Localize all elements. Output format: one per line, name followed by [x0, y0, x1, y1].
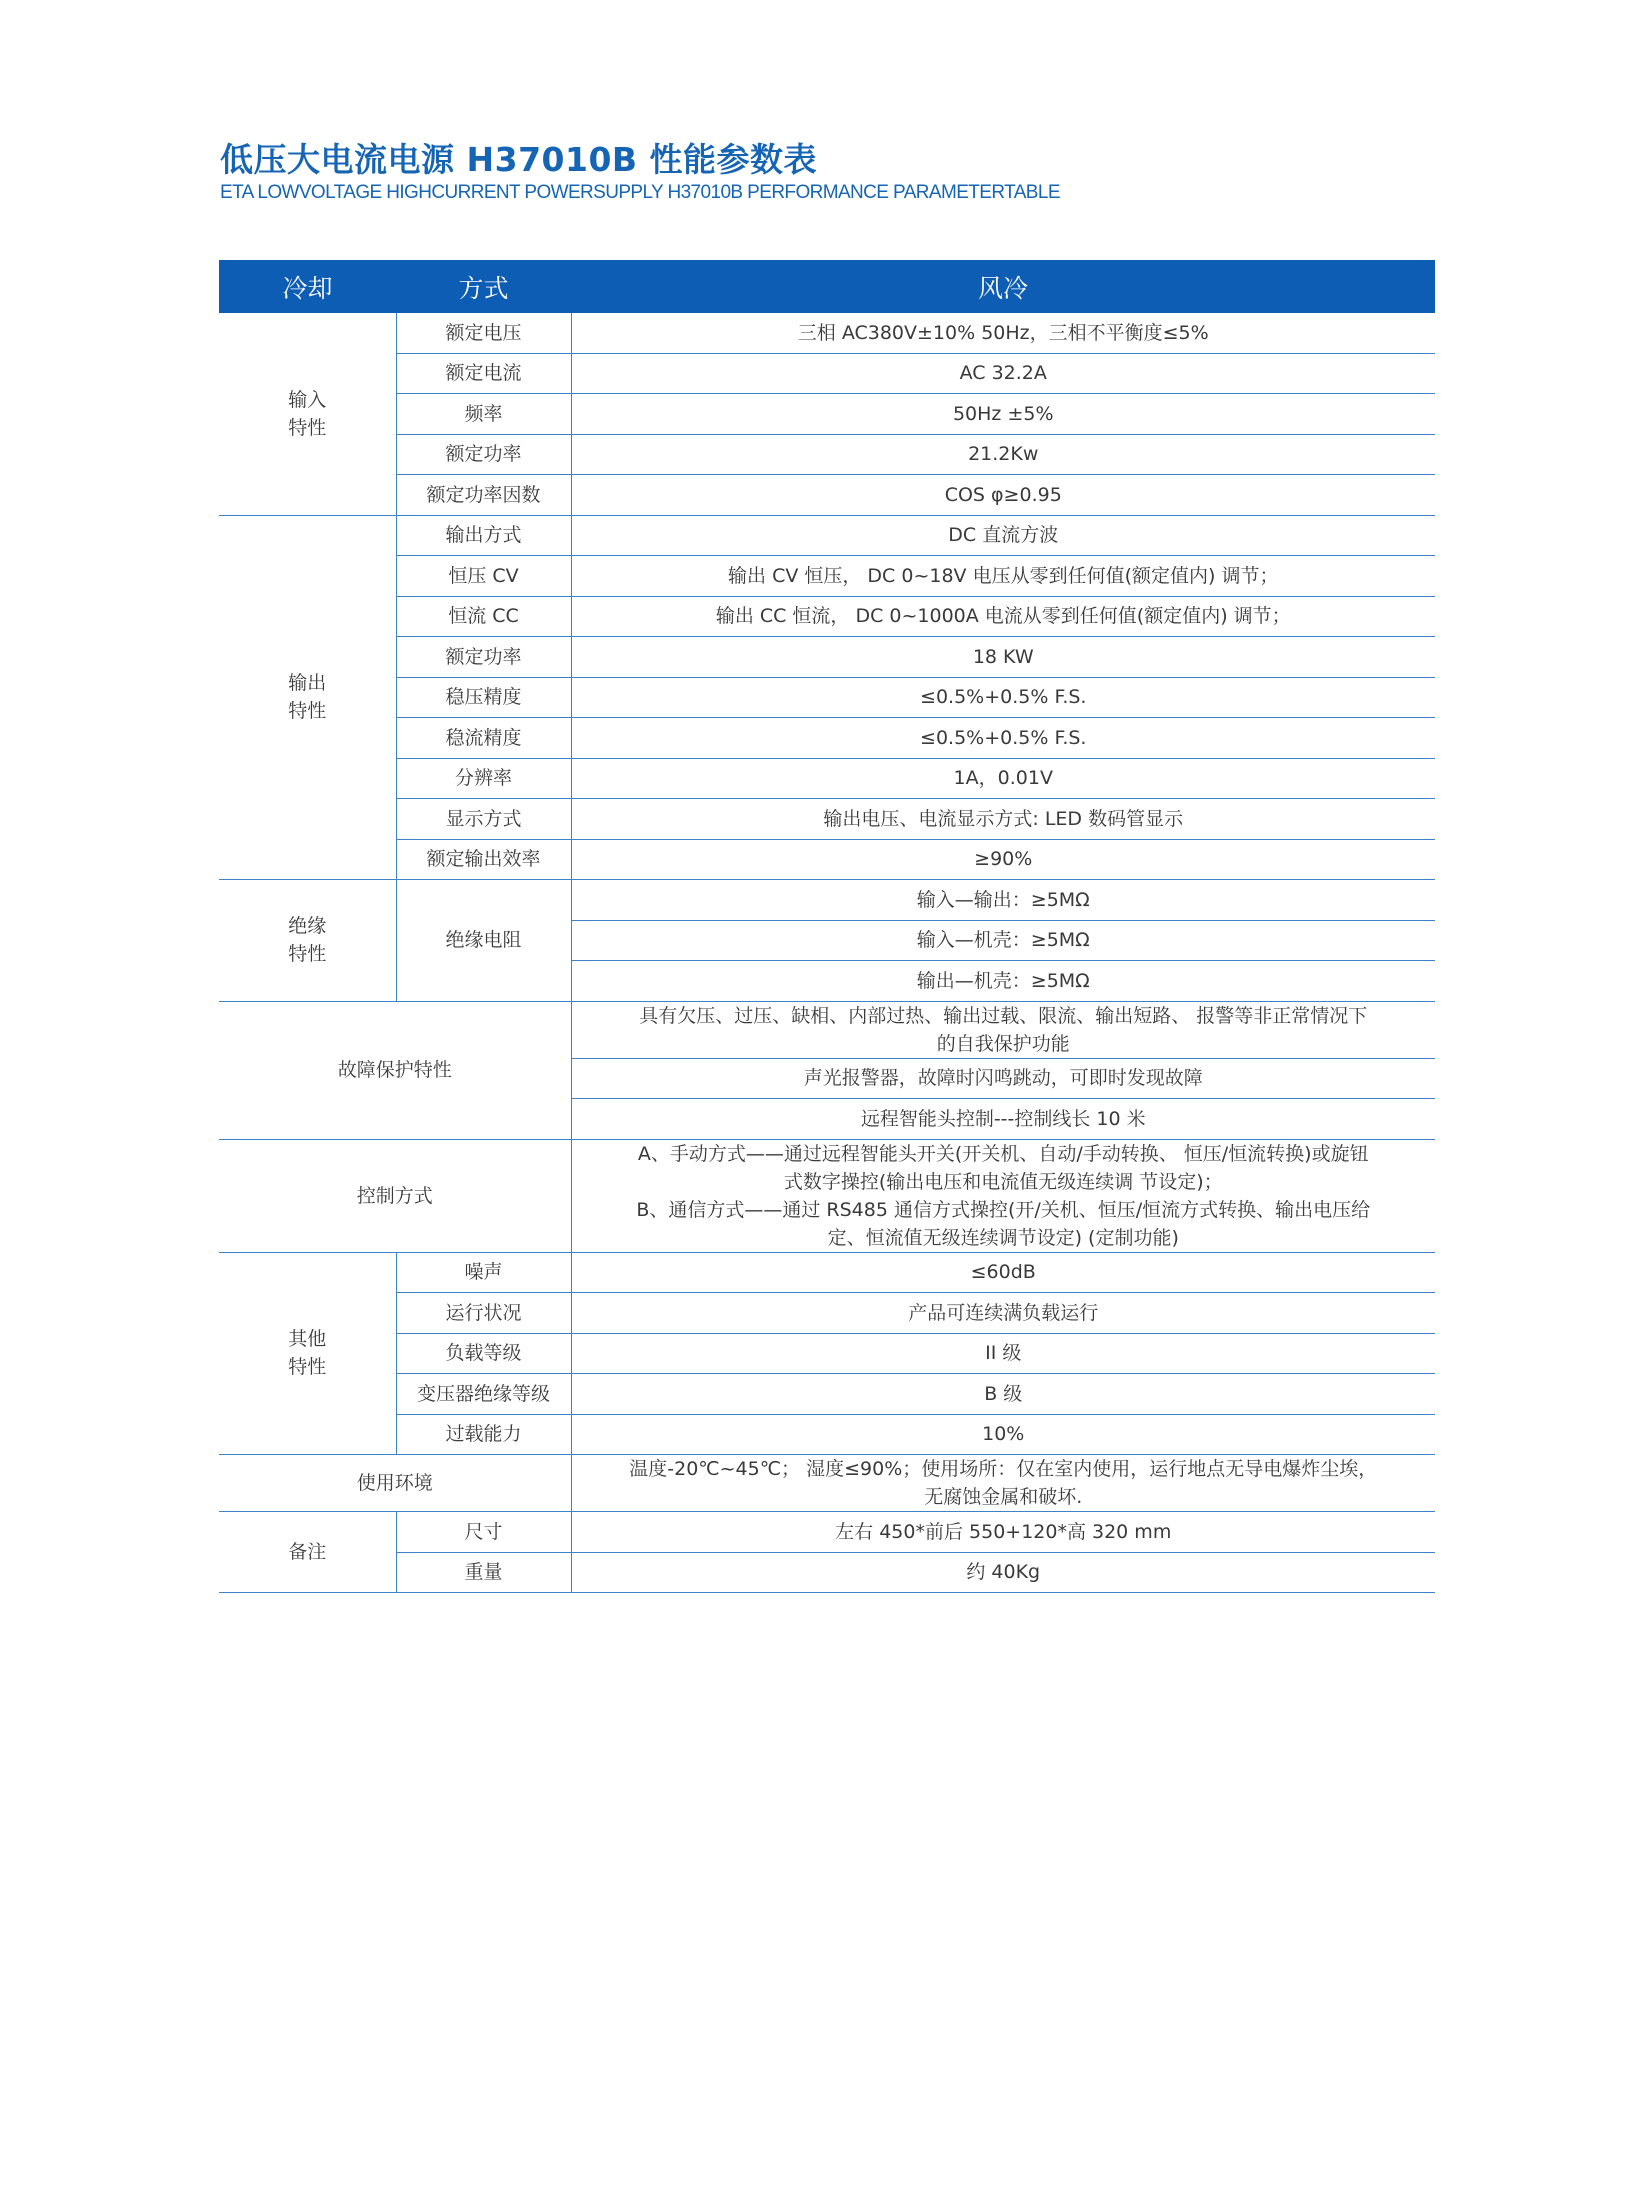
- table-row: [219, 1374, 1435, 1415]
- row-value: II 级: [571, 1333, 1435, 1374]
- row-label: 分辨率: [396, 758, 571, 799]
- row-value: ≥90%: [571, 839, 1435, 880]
- row-value: 产品可连续满负载运行: [571, 1293, 1435, 1334]
- group-other: 其他 特性: [219, 1252, 396, 1455]
- row-label: 额定功率因数: [396, 475, 571, 516]
- row-value: 左右 450*前后 550+120*高 320 mm: [571, 1512, 1435, 1553]
- group-environment: 使用环境: [219, 1455, 571, 1512]
- row-label: 过载能力: [396, 1414, 571, 1455]
- header-cooling: 冷却: [219, 260, 396, 313]
- row-label: 额定输出效率: [396, 839, 571, 880]
- table-row: [219, 677, 1435, 718]
- row-value: 10%: [571, 1414, 1435, 1455]
- table-row: [219, 718, 1435, 759]
- table-row: [219, 1001, 1435, 1058]
- row-label: 尺寸: [396, 1512, 571, 1553]
- row-value: 输入—机壳：≥5MΩ: [571, 920, 1435, 961]
- row-label: 稳压精度: [396, 677, 571, 718]
- row-label: 恒压 CV: [396, 556, 571, 597]
- row-label: 负载等级: [396, 1333, 571, 1374]
- table-row: [219, 1252, 1435, 1293]
- row-label: 运行状况: [396, 1293, 571, 1334]
- page-title: 低压大电流电源 H37010B 性能参数表: [220, 140, 818, 179]
- row-label: 额定功率: [396, 637, 571, 678]
- header-method: 方式: [396, 260, 571, 313]
- table-row: [219, 556, 1435, 597]
- table-row: [219, 758, 1435, 799]
- table-row: [219, 1293, 1435, 1334]
- table-row: [219, 313, 1435, 353]
- row-value: 温度-20℃~45℃； 湿度≤90%；使用场所：仅在室内使用，运行地点无导电爆炸尘埃， 无腐蚀金属和破坏.: [571, 1455, 1435, 1512]
- row-label: 恒流 CC: [396, 596, 571, 637]
- table-row: [219, 515, 1435, 556]
- row-label: 额定功率: [396, 434, 571, 475]
- row-value: 声光报警器，故障时闪鸣跳动，可即时发现故障: [571, 1058, 1435, 1099]
- table-row: [219, 1552, 1435, 1593]
- row-value: COS φ≥0.95: [571, 475, 1435, 516]
- row-value: ≤0.5%+0.5% F.S.: [571, 718, 1435, 759]
- page-subtitle: ETA LOWVOLTAGE HIGHCURRENT POWERSUPPLY H37010B PERFORMANCE PARAMETERTABLE: [220, 182, 1060, 203]
- group-input: 输入 特性: [219, 313, 396, 515]
- table-row: [219, 880, 1435, 921]
- row-label: 绝缘电阻: [396, 880, 571, 1002]
- row-value: DC 直流方波: [571, 515, 1435, 556]
- group-control: 控制方式: [219, 1139, 571, 1252]
- row-label: 输出方式: [396, 515, 571, 556]
- row-label: 重量: [396, 1552, 571, 1593]
- parameter-table: [219, 260, 1435, 1593]
- row-value: AC 32.2A: [571, 353, 1435, 394]
- row-value: 约 40Kg: [571, 1552, 1435, 1593]
- row-value: 输出 CC 恒流， DC 0~1000A 电流从零到任何值(额定值内) 调节；: [571, 596, 1435, 637]
- group-protection: 故障保护特性: [219, 1001, 571, 1139]
- table-row: [219, 1455, 1435, 1512]
- row-label: 噪声: [396, 1252, 571, 1293]
- row-value: A、手动方式——通过远程智能头开关(开关机、自动/手动转换、 恒压/恒流转换)或旋钮 式数字操控(输出电压和电流值无级连续调 节设定)； B、通信方式——通过 RS485 通信方式操控(开/关机、恒压/恒流方式转换、输出电压给 定、恒流值无级连续调节设定) (定制功能): [571, 1139, 1435, 1252]
- row-value: ≤60dB: [571, 1252, 1435, 1293]
- row-value: 18 KW: [571, 637, 1435, 678]
- group-insulation: 绝缘 特性: [219, 880, 396, 1002]
- table-row: [219, 394, 1435, 435]
- row-value: 输入—输出：≥5MΩ: [571, 880, 1435, 921]
- table-row: [219, 637, 1435, 678]
- row-value: 50Hz ±5%: [571, 394, 1435, 435]
- group-output: 输出 特性: [219, 515, 396, 880]
- row-value: 具有欠压、过压、缺相、内部过热、输出过载、限流、输出短路、 报警等非正常情况下 的自我保护功能: [571, 1001, 1435, 1058]
- row-label: 额定电流: [396, 353, 571, 394]
- table-row: [219, 1512, 1435, 1553]
- row-label: 变压器绝缘等级: [396, 1374, 571, 1415]
- row-value: 1A，0.01V: [571, 758, 1435, 799]
- table-row: [219, 353, 1435, 394]
- row-value: B 级: [571, 1374, 1435, 1415]
- row-label: 显示方式: [396, 799, 571, 840]
- table-row: [219, 434, 1435, 475]
- row-value: 输出电压、电流显示方式: LED 数码管显示: [571, 799, 1435, 840]
- row-value: 三相 AC380V±10% 50Hz，三相不平衡度≤5%: [571, 313, 1435, 353]
- table-row: [219, 596, 1435, 637]
- header-air-cooling: 风冷: [571, 260, 1435, 313]
- row-label: 稳流精度: [396, 718, 571, 759]
- row-value: 21.2Kw: [571, 434, 1435, 475]
- row-label: 额定电压: [396, 313, 571, 353]
- row-label: 频率: [396, 394, 571, 435]
- table-header-row: [219, 260, 1435, 313]
- table-row: [219, 839, 1435, 880]
- table-row: [219, 799, 1435, 840]
- row-value: 远程智能头控制---控制线长 10 米: [571, 1099, 1435, 1140]
- table-row: [219, 1333, 1435, 1374]
- row-value: 输出 CV 恒压， DC 0~18V 电压从零到任何值(额定值内) 调节；: [571, 556, 1435, 597]
- row-value: 输出—机壳：≥5MΩ: [571, 961, 1435, 1002]
- table-row: [219, 1414, 1435, 1455]
- group-remarks: 备注: [219, 1512, 396, 1593]
- row-value: ≤0.5%+0.5% F.S.: [571, 677, 1435, 718]
- table-row: [219, 475, 1435, 516]
- table-row: [219, 1139, 1435, 1252]
